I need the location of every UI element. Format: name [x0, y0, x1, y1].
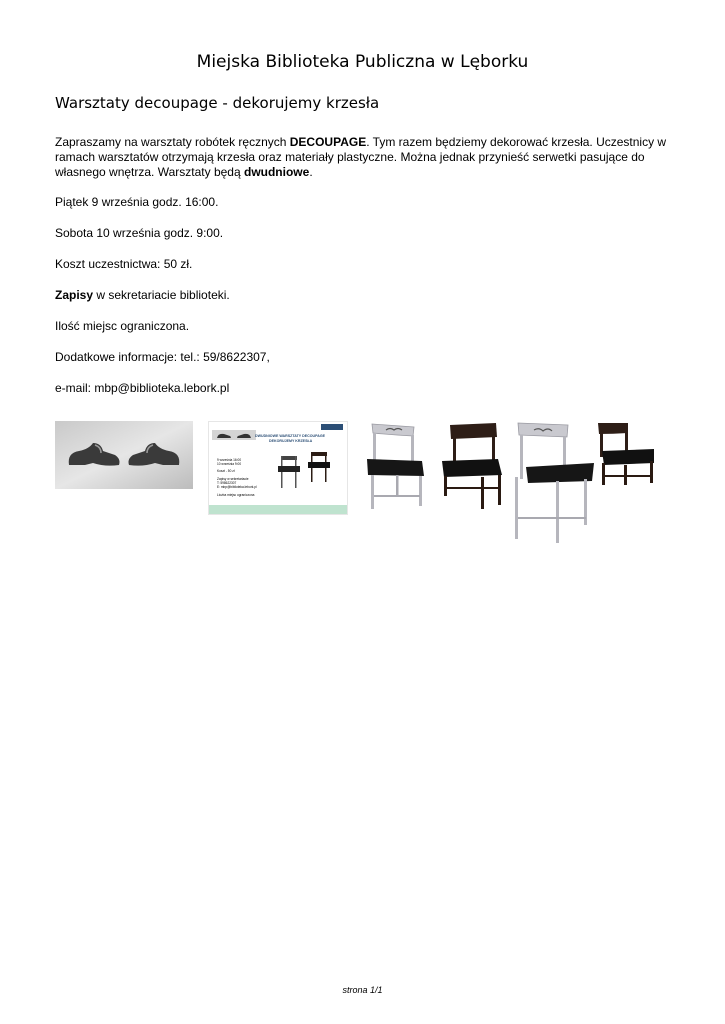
poster-shoes-image	[212, 430, 256, 440]
poster-headline-2: DEKORUJEMY KRZESŁA	[269, 439, 313, 443]
date-saturday: Sobota 10 września godz. 9:00.	[55, 226, 224, 240]
article-title: Warsztaty decoupage - dekorujemy krzesła	[55, 94, 380, 112]
poster-headline-1: DWUDNIOWE WARSZTATY DECOUPAGE	[255, 434, 326, 438]
poster-chairs-image	[275, 448, 335, 488]
date-friday: Piątek 9 września godz. 16:00.	[55, 195, 219, 209]
limit-line: Ilość miejsc ograniczona.	[55, 319, 190, 333]
poster-date-2: 10 września 9:00	[217, 462, 242, 466]
intro-bold-decoupage: DECOUPAGE	[289, 135, 367, 149]
poster-date-1: 9 września 16:00	[217, 458, 242, 462]
signup-rest: w sekretariacie biblioteki.	[93, 288, 230, 302]
cost-line: Koszt uczestnictwa: 50 zł.	[55, 257, 193, 271]
intro-paragraph	[55, 135, 675, 180]
poster-logo	[321, 424, 343, 430]
email-line[interactable]: e-mail: mbp@biblioteka.lebork.pl	[55, 381, 230, 395]
site-title: Miejska Biblioteka Publiczna w Lęborku	[196, 52, 529, 72]
chair-silver-tall-image[interactable]	[512, 421, 596, 545]
poster-email: E: mbp@biblioteka.lebork.pl	[217, 485, 257, 489]
article-content	[55, 135, 675, 412]
chair-dark-image[interactable]	[436, 421, 508, 511]
signup-bold: Zapisy	[55, 288, 94, 302]
image-gallery	[0, 421, 725, 551]
page-footer: strona 1/1	[342, 985, 383, 995]
poster-limit: Liczba miejsc ograniczona	[217, 493, 255, 497]
chair-dark-2-image[interactable]	[596, 421, 656, 491]
poster-cost: Koszt - 50 zł	[217, 469, 235, 473]
intro-bold-dwudniowe: dwudniowe	[243, 165, 310, 179]
intro-text-1: Zapraszamy na warsztaty robótek ręcznych	[55, 135, 290, 149]
poster-tel: T: 598622307	[217, 481, 237, 485]
intro-text-2: . Tym razem będziemy dekorować krzesła. Uczestnicy w ramach warsztatów otrzymają krzesła oraz materiały plastyczne. Można jednak przynieść serwetki pasujące do własnego wnętrza. Warsztaty będą	[55, 135, 667, 179]
workshop-poster[interactable]	[208, 421, 348, 515]
intro-text-3: .	[309, 165, 313, 179]
signup-line	[55, 288, 675, 303]
poster-footer-band	[209, 505, 348, 514]
poster-signup: Zapisy w sekretariacie	[217, 477, 249, 481]
chair-silver-image[interactable]	[360, 421, 432, 511]
shoes-image[interactable]	[55, 421, 193, 489]
phone-line: Dodatkowe informacje: tel.: 59/8622307,	[55, 350, 270, 364]
